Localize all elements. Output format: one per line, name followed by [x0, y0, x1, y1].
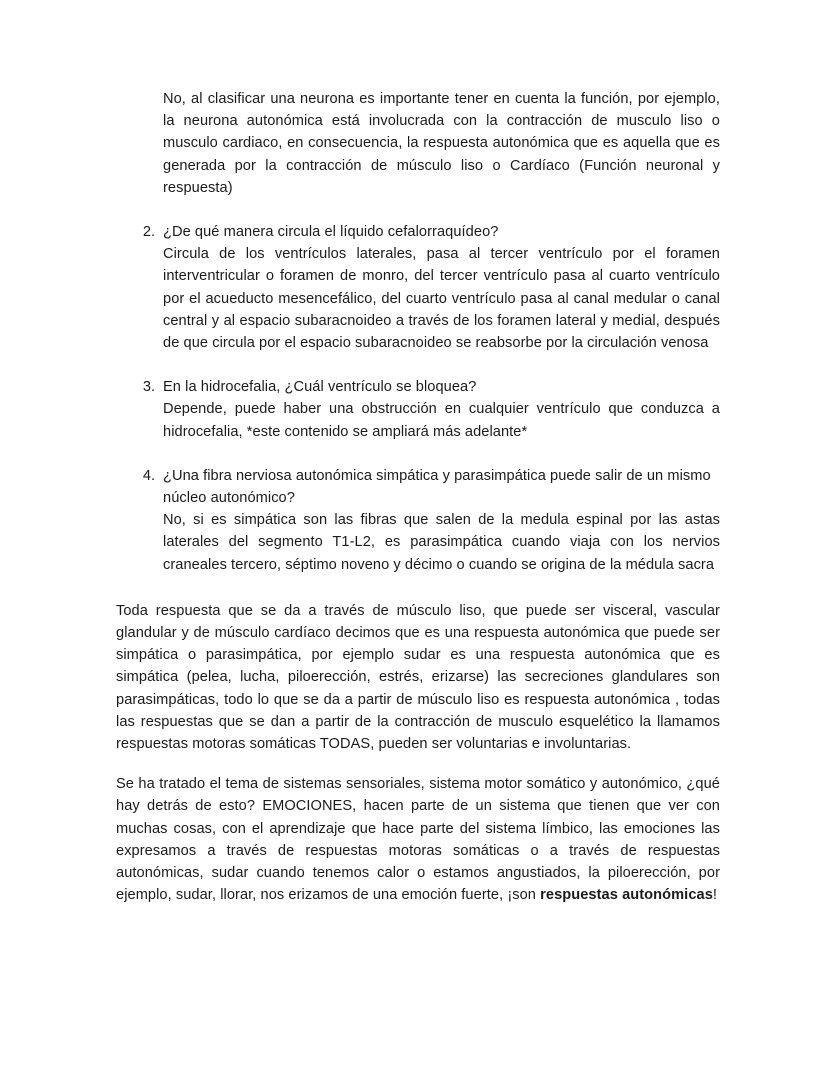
question-list	[142, 221, 720, 576]
list-item-question: En la hidrocefalia, ¿Cuál ventrículo se bloquea?	[163, 379, 477, 396]
list-item-number: 3.	[142, 379, 155, 396]
list-item-number: 4.	[142, 467, 155, 484]
final-paragraph-text: Se ha tratado el tema de sistemas sensoriales, sistema motor somático y autonómico, ¿qué hay detrás de esto? EMOCIONES, hacen parte de un sistema que tienen que ver con muchas cosas, con el aprendizaje que hace parte del sistema límbico, las emociones las expresamos a través de respuestas motoras somáticas o a través de respuestas autonómicas, sudar cuando tenemos calor o estamos angustiados, la piloerección, por ejemplo, sudar, llorar, nos erizamos de una emoción fuerte, ¡son	[116, 776, 720, 904]
final-paragraph	[116, 773, 720, 906]
list-item-question: ¿Una fibra nerviosa autonómica simpática y parasimpática puede salir de un mismo núcleo autonómico?	[163, 467, 711, 507]
list-item-number: 2.	[142, 224, 155, 241]
list-item-question: ¿De qué manera circula el líquido cefalorraquídeo?	[163, 224, 499, 241]
final-paragraph-bold-phrase: respuestas autonómicas	[540, 887, 713, 904]
list-item	[136, 376, 720, 443]
list-item-answer: Depende, puede haber una obstrucción en cualquier ventrículo que conduzca a hidrocefalia, *este contenido se ampliará más adelante*	[163, 401, 720, 440]
indented-content-block	[142, 88, 720, 576]
list-item	[136, 221, 720, 354]
lead-answer-paragraph: No, al clasificar una neurona es importante tener en cuenta la función, por ejemplo, la neurona autonómica está involucrada con la contracción de musculo liso o musculo cardiaco, en consecuencia, la respuesta autonómica que es aquella que es generada por la contracción de músculo liso o Cardíaco (Función neuronal y respuesta)	[163, 91, 720, 196]
final-paragraph-exclamation: !	[712, 887, 718, 904]
list-item	[136, 465, 720, 576]
list-item-answer: Circula de los ventrículos laterales, pasa al tercer ventrículo por el foramen interventricular o foramen de monro, del tercer ventrículo pasa al cuarto ventrículo por el acueducto mesencefálico, del cuarto ventrículo pasa al canal medular o canal central y al espacio subaracnoideo a través de los foramen lateral y medial, después de que circula por el espacio subaracnoideo se reabsorbe por la circulación venosa	[163, 246, 720, 352]
list-item-answer: No, si es simpática son las fibras que salen de la medula espinal por las astas laterales del segmento T1-L2, es parasimpática cuando viaja con los nervios craneales tercero, séptimo noveno y décimo o cuando se origina de la médula sacra	[163, 512, 720, 573]
closing-paragraphs-block	[116, 600, 720, 907]
body-paragraph: Toda respuesta que se da a través de músculo liso, que puede ser visceral, vascular glandular y de músculo cardíaco decimos que es una respuesta autonómica que puede ser simpática o parasimpática, por ejemplo sudar es una respuesta autonómica que es simpática (pelea, lucha, piloerección, estrés, erizarse) las secreciones glandulares son parasimpáticas, todo lo que se da a partir de músculo liso es respuesta autonómica , todas las respuestas que se dan a partir de la contracción de musculo esquelético la llamamos respuestas motoras somáticas TODAS, pueden ser voluntarias e involuntarias.	[116, 602, 720, 753]
